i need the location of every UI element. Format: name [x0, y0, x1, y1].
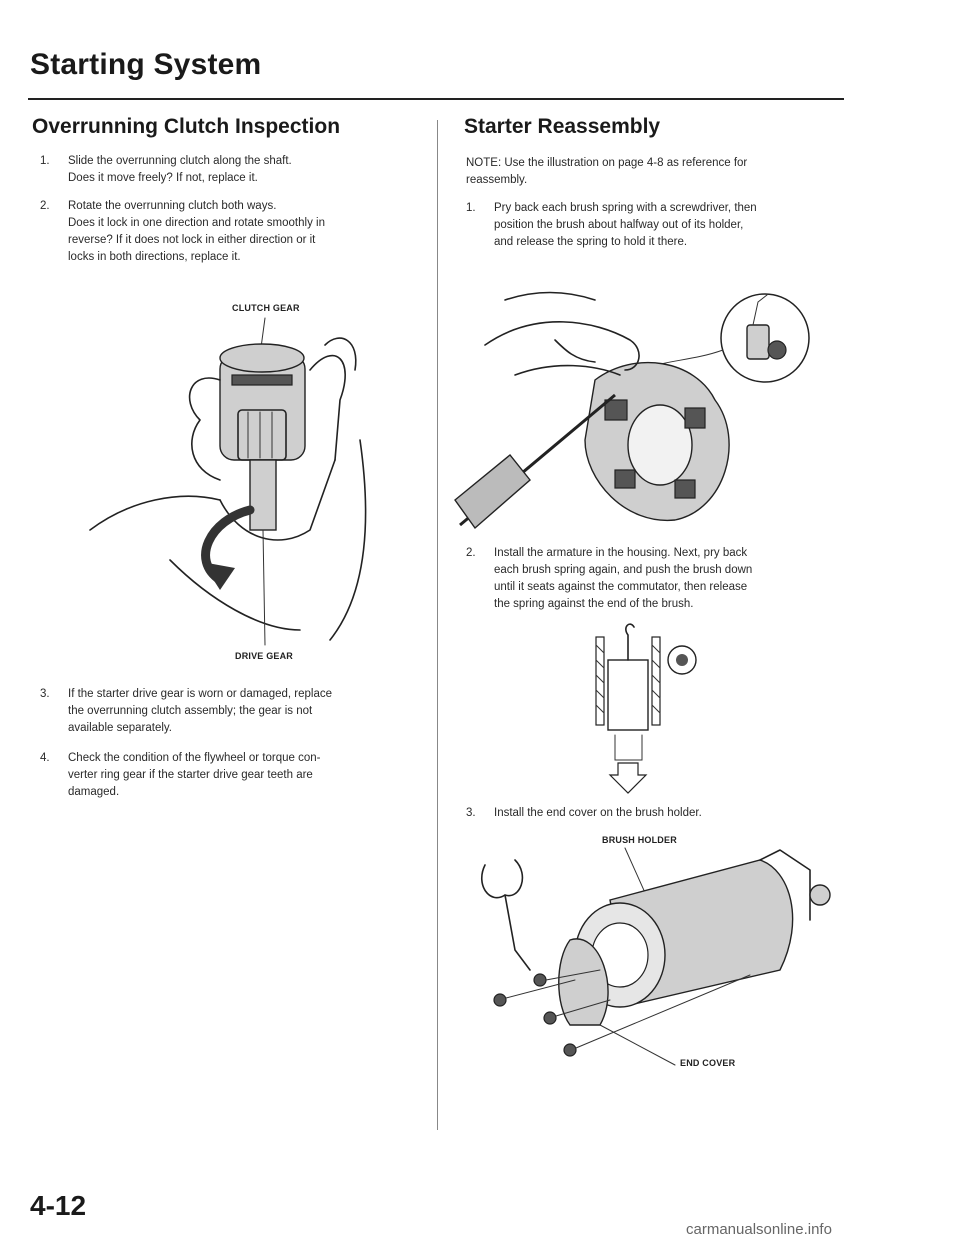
step-line: Rotate the overrunning clutch both ways.	[68, 200, 277, 212]
watermark: carmanualsonline.info	[686, 1221, 832, 1238]
brush-seat-diagram	[560, 615, 720, 795]
step-line: Install the armature in the housing. Next, pry back	[494, 547, 748, 559]
step-number: 1.	[40, 155, 50, 167]
step-line: verter ring gear if the starter drive gear teeth are	[68, 769, 313, 781]
page-number: 4-12	[30, 1190, 87, 1221]
step-number: 1.	[466, 202, 476, 214]
step-line: and release the spring to hold it there.	[494, 236, 688, 248]
column-divider	[437, 120, 438, 1130]
step-line: Does it lock in one direction and rotate smoothly in	[68, 217, 325, 229]
step-line: available separately.	[68, 722, 172, 734]
label-brush-holder: BRUSH HOLDER	[602, 835, 677, 845]
end-cover-exploded-view	[460, 830, 840, 1060]
step-line: the overrunning clutch assembly; the gear is not	[68, 705, 313, 717]
step-line: the spring against the end of the brush.	[494, 598, 694, 610]
step-line: Slide the overrunning clutch along the shaft.	[68, 155, 292, 167]
step-line: damaged.	[68, 786, 120, 798]
page-title: Starting System	[30, 48, 262, 81]
step-number: 3.	[466, 807, 476, 819]
section-heading-clutch-inspection: Overrunning Clutch Inspection	[32, 115, 341, 138]
step-number: 2.	[466, 547, 476, 559]
reassembly-note	[466, 155, 846, 189]
step-number: 4.	[40, 752, 50, 764]
step-line: Pry back each brush spring with a screwdriver, then	[494, 202, 757, 214]
step-line: locks in both directions, replace it.	[68, 251, 241, 263]
step-line: Install the end cover on the brush holder.	[494, 807, 702, 819]
step-line: reverse? If it does not lock in either direction or it	[68, 234, 316, 246]
reassembly-step-1	[466, 200, 846, 254]
inspection-step-4	[40, 750, 420, 804]
clutch-gear-illustration	[70, 300, 410, 660]
step-line: position the brush about halfway out of its holder,	[494, 219, 744, 231]
inspection-step-2	[40, 198, 420, 268]
header-rule	[28, 98, 844, 100]
section-heading-starter-reassembly: Starter Reassembly	[464, 115, 661, 138]
step-number: 3.	[40, 688, 50, 700]
step-number: 2.	[40, 200, 50, 212]
inspection-step-3	[40, 686, 420, 740]
brush-spring-illustration	[455, 280, 845, 530]
step-line: If the starter drive gear is worn or damaged, replace	[68, 688, 332, 700]
note-line: NOTE: Use the illustration on page 4-8 as reference for	[466, 157, 748, 169]
step-line: Does it move freely? If not, replace it.	[68, 172, 258, 184]
step-line: Check the condition of the flywheel or torque con-	[68, 752, 321, 764]
note-line: reassembly.	[466, 174, 528, 186]
step-line: each brush spring again, and push the brush down	[494, 564, 753, 576]
reassembly-step-3	[466, 805, 846, 825]
label-clutch-gear: CLUTCH GEAR	[232, 303, 300, 313]
inspection-step-1	[40, 153, 420, 189]
label-end-cover: END COVER	[680, 1058, 736, 1068]
step-line: until it seats against the commutator, then release	[494, 581, 748, 593]
reassembly-step-2	[466, 545, 846, 615]
label-drive-gear: DRIVE GEAR	[235, 651, 294, 661]
